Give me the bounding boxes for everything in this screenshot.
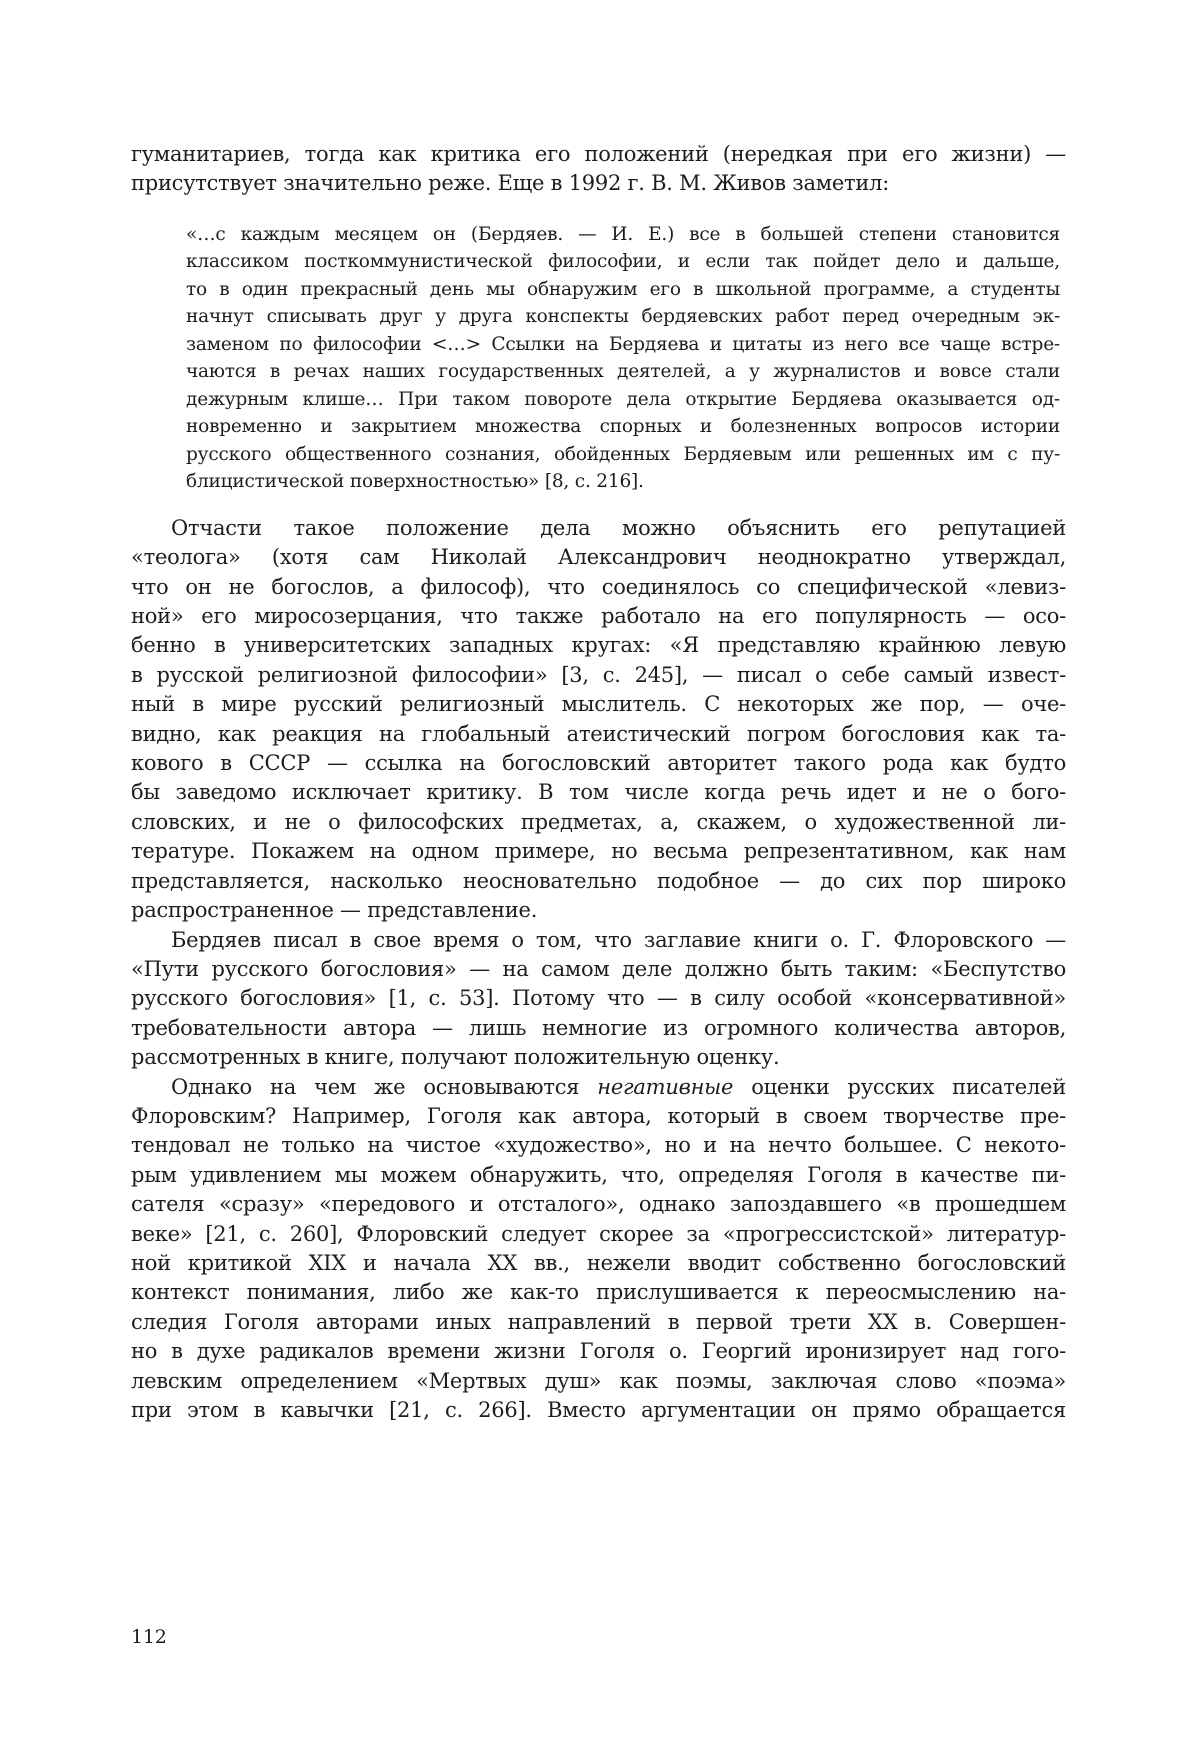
text-line: ной критикой XIX и начала XX вв., нежели вводит собственно богословский xyxy=(131,1250,1066,1275)
intro-text xyxy=(131,140,1066,199)
text-line xyxy=(131,1073,1066,1102)
quote-line: «…с каждым месяцем он (Бердяев. — И. Е.) все в большей степени становится xyxy=(186,223,1060,245)
text-line: Бердяев писал в свое время о том, что заглавие книги о. Г. Флоровского — xyxy=(171,927,1066,952)
text-line: русского богословия» [1, с. 53]. Потому что — в силу особой «консервативной» xyxy=(131,986,1066,1011)
text-fragment: оценки русских писателей xyxy=(751,1074,1066,1099)
quote-line: русского общественного сознания, обойденных Бердяевым или решенных им с пу- xyxy=(186,443,1060,465)
text-line: гуманитариев, тогда как критика его положений (нередкая при его жизни) — xyxy=(131,142,1066,166)
text-line: присутствует значительно реже. Еще в 1992 г. В. М. Живов заметил: xyxy=(131,171,890,196)
text-line: «Пути русского богословия» — на самом деле должно быть таким: «Беспутство xyxy=(131,956,1066,981)
text-line: «теолога» (хотя сам Николай Александрович неоднократно утверждал, xyxy=(131,545,1066,570)
text-line: что он не богослов, а философ), что соединялось со специфической «левиз- xyxy=(131,574,1066,599)
text-line: требовательности автора — лишь немногие из огромного количества авторов, xyxy=(131,1015,1066,1040)
main-text xyxy=(131,514,1066,1426)
text-line: тературе. Покажем на одном примере, но весьма репрезентативном, как нам xyxy=(131,839,1066,864)
text-line: распространенное — представление. xyxy=(131,898,538,923)
text-line: левским определением «Мертвых душ» как поэмы, заключая слово «поэма» xyxy=(131,1368,1066,1393)
text-line: словских, и не о философских предметах, а, скажем, о художественной ли- xyxy=(131,809,1066,834)
paragraph-1 xyxy=(131,514,1066,926)
quote-line: новременно и закрытием множества спорных и болезненных вопросов истории xyxy=(186,416,1060,438)
quote-line: дежурным клише… При таком повороте дела открытие Бердяева оказывается од- xyxy=(186,388,1060,410)
paragraph-2 xyxy=(131,926,1066,1073)
italic-word: негативные xyxy=(597,1074,734,1099)
quote-line: начнут списывать друг у друга конспекты бердяевских работ перед очередным эк- xyxy=(186,306,1060,328)
text-line: рассмотренных в книге, получают положительную оценку. xyxy=(131,1045,780,1070)
text-line: бы заведомо исключает критику. В том числе когда речь идет и не о бого- xyxy=(131,780,1066,805)
block-quote xyxy=(186,221,1060,496)
text-line: бенно в университетских западных кругах: «Я представляю крайнюю левую xyxy=(131,633,1066,658)
text-line: кового в СССР — ссылка на богословский авторитет такого рода как будто xyxy=(131,751,1066,776)
page-number: 112 xyxy=(131,1626,167,1648)
text-line: тендовал не только на чистое «художество», но и на нечто большее. С некото- xyxy=(131,1133,1066,1158)
text-line: веке» [21, с. 260], Флоровский следует скорее за «прогрессистской» литератур- xyxy=(131,1221,1066,1246)
text-line: представляется, насколько неосновательно подобное — до сих пор широко xyxy=(131,868,1066,893)
text-line: ный в мире русский религиозный мыслитель. С некоторых же пор, — оче- xyxy=(131,692,1066,717)
text-line: но в духе радикалов времени жизни Гоголя о. Георгий иронизирует над гого- xyxy=(131,1339,1066,1364)
text-line: ной» его миросозерцания, что также работало на его популярность — осо- xyxy=(131,604,1066,629)
text-line: сателя «сразу» «передового и отсталого», однако запоздавшего «в прошедшем xyxy=(131,1192,1066,1217)
text-line: следия Гоголя авторами иных направлений в первой трети XX в. Совершен- xyxy=(131,1309,1066,1334)
text-line: контекст понимания, либо же как-то прислушивается к переосмыслению на- xyxy=(131,1280,1066,1305)
text-line: видно, как реакция на глобальный атеистический погром богословия как та- xyxy=(131,721,1066,746)
text-line: Отчасти такое положение дела можно объяснить его репутацией xyxy=(171,515,1066,540)
quote-line: классиком посткоммунистической философии, и если так пойдет дело и дальше, xyxy=(186,251,1060,273)
paragraph-3 xyxy=(131,1073,1066,1426)
text-line: Флоровским? Например, Гоголя как автора, который в своем творчестве пре- xyxy=(131,1103,1066,1128)
text-line: при этом в кавычки [21, с. 266]. Вместо аргументации он прямо обращается xyxy=(131,1398,1066,1422)
text-line: рым удивлением мы можем обнаружить, что, определяя Гоголя в качестве пи- xyxy=(131,1162,1066,1187)
quote-line: заменом по философии <…> Ссылки на Бердяева и цитаты из него все чаще встре- xyxy=(186,333,1060,355)
quote-line: то в один прекрасный день мы обнаружим его в школьной программе, а студенты xyxy=(186,278,1060,300)
page-content xyxy=(131,140,1066,1425)
text-line: в русской религиозной философии» [3, с. 245], — писал о себе самый извест- xyxy=(131,662,1066,687)
text-fragment: Однако на чем же основываются xyxy=(171,1074,580,1099)
quote-line: блицистической поверхностностью» [8, с. 216]. xyxy=(186,471,644,493)
quote-line: чаются в речах наших государственных деятелей, а у журналистов и вовсе стали xyxy=(186,361,1060,383)
